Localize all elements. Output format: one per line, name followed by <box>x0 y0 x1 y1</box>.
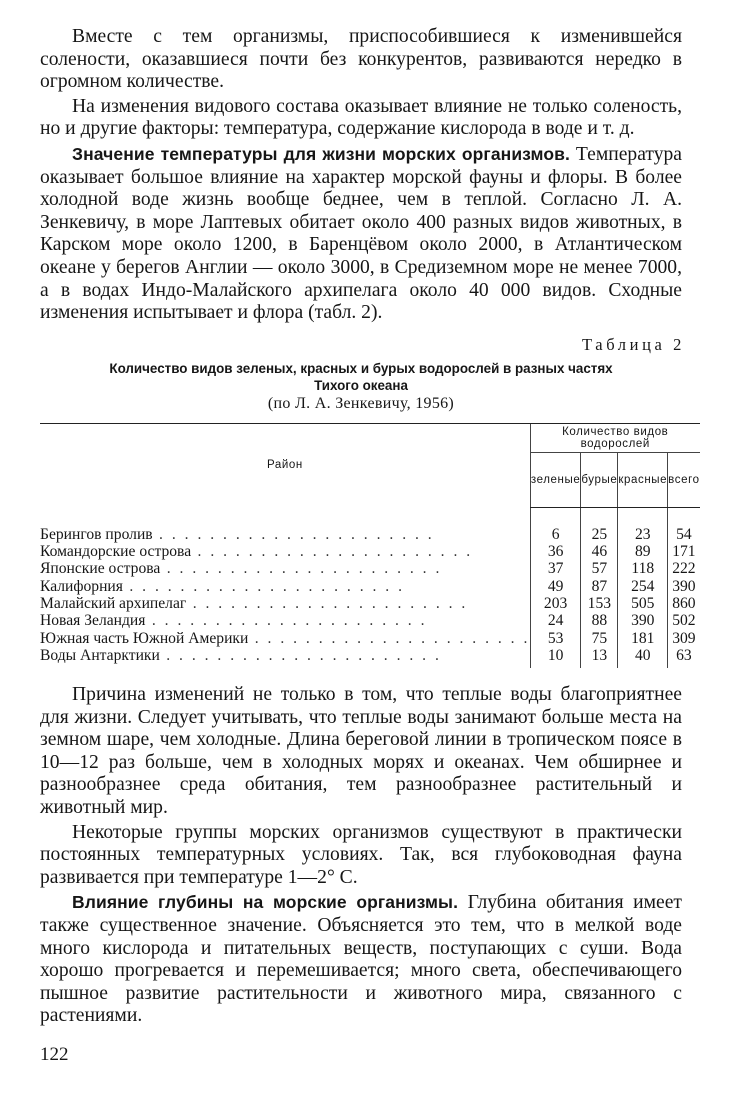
region-name: Воды Антарктики <box>40 646 160 664</box>
table-body <box>40 507 700 668</box>
region-cell <box>40 647 530 668</box>
value-cell: 390 <box>668 578 700 595</box>
region-name: Японские острова <box>40 560 161 578</box>
table-row <box>40 543 700 560</box>
value-cell: 171 <box>668 543 700 560</box>
value-cell: 87 <box>581 578 618 595</box>
value-cell: 54 <box>668 507 700 543</box>
value-cell: 24 <box>530 612 580 629</box>
region-name: Берингов пролив <box>40 525 153 543</box>
column-header: красные <box>618 452 668 507</box>
paragraph: Причина изменений не только в том, что теплые воды благоприятнее для жизни. Следует учитывать, что теплые воды занимают больше места на земном шаре, чем холодные. Длина береговой линии в тропическом поясе в 10—12 раз больше, чем в холодных морях и океанах. Чем обширнее и разнообразнее среда обитания, тем разнообразнее растительный и животный мир. <box>40 684 682 819</box>
region-cell <box>40 595 530 612</box>
leader-dots: . . . . . . . . . . . . . . . . . . . . . . <box>248 629 530 647</box>
paragraph: Некоторые группы морских организмов существуют в практически постоянных температурных условиях. Так, вся глубоководная фауна развивается при температуре 1—2° С. <box>40 821 682 888</box>
value-cell: 89 <box>618 543 668 560</box>
value-cell: 63 <box>668 647 700 668</box>
value-cell: 53 <box>530 630 580 647</box>
region-cell <box>40 612 530 629</box>
section-text-depth: Глубина обитания имеет также существенное значение. Объясняется это тем, что в мелкой воде много кислорода и питательных веществ, поступающих с суши. Вода хорошо прогревается и перемешивается; много света, обеспечивающего пышное развитие растительности и животного мира, связанного с растениями. <box>40 892 682 1027</box>
paragraph: На изменения видового состава оказывает влияние не только соленость, но и другие факторы: температура, содержание кислорода в воде и т. д. <box>40 95 682 140</box>
region-cell <box>40 630 530 647</box>
leader-dots: . . . . . . . . . . . . . . . . . . . . . . <box>186 595 468 613</box>
value-cell: 222 <box>668 560 700 577</box>
section-heading-depth: Влияние глубины на морские организмы. <box>72 892 459 913</box>
table-row <box>40 560 700 577</box>
value-cell: 6 <box>530 507 580 543</box>
column-header: зеленые <box>530 452 580 507</box>
leader-dots: . . . . . . . . . . . . . . . . . . . . . . <box>145 612 427 630</box>
region-cell <box>40 578 530 595</box>
table-row <box>40 612 700 629</box>
value-cell: 254 <box>618 578 668 595</box>
value-cell: 49 <box>530 578 580 595</box>
leader-dots: . . . . . . . . . . . . . . . . . . . . . . <box>160 560 442 578</box>
leader-dots: . . . . . . . . . . . . . . . . . . . . . . <box>152 525 435 543</box>
value-cell: 203 <box>530 595 580 612</box>
value-cell: 36 <box>530 543 580 560</box>
value-cell: 153 <box>581 595 618 612</box>
value-cell: 57 <box>581 560 618 577</box>
value-cell: 181 <box>618 630 668 647</box>
value-cell: 40 <box>618 647 668 668</box>
value-cell: 10 <box>530 647 580 668</box>
table-title-line-2: Тихого океана <box>314 377 408 393</box>
value-cell: 23 <box>618 507 668 543</box>
region-name: Южная часть Южной Америки <box>40 629 249 647</box>
table-row <box>40 630 700 647</box>
page-body <box>40 26 700 1028</box>
table-row <box>40 595 700 612</box>
column-header: бурые <box>581 452 618 507</box>
value-cell: 390 <box>618 612 668 629</box>
column-header-region: Район <box>40 423 530 507</box>
leader-dots: . . . . . . . . . . . . . . . . . . . . . . <box>159 646 442 664</box>
value-cell: 860 <box>668 595 700 612</box>
paragraph: Вместе с тем организмы, приспособившиеся к изменившейся солености, оказавшиеся почти без конкурентов, развиваются нередко в огромном количестве. <box>40 26 682 93</box>
leader-dots: . . . . . . . . . . . . . . . . . . . . . . <box>191 543 473 561</box>
section-text-temperature: Температура оказывает большое влияние на характер морской фауны и флоры. В более холодной воде жизнь вообще беднее, чем в теплой. Согласно Л. А. Зенкевичу, в море Лаптевых обитает около 400 разных видов животных, в Карском море около 1200, в Баренцёвом около 2000, в Атлантическом океане у берегов Англии — около 3000, в Средиземном море не менее 7000, а в водах Индо-Малайского архипелага около 40 000 видов. Сходные изменения испытывает и флора (табл. 2). <box>40 143 683 324</box>
region-cell <box>40 543 530 560</box>
value-cell: 25 <box>581 507 618 543</box>
value-cell: 88 <box>581 612 618 629</box>
value-cell: 37 <box>530 560 580 577</box>
region-name: Малайский архипелаг <box>40 595 187 613</box>
table-title <box>40 360 682 394</box>
region-name: Новая Зеландия <box>40 612 146 630</box>
region-name: Командорские острова <box>40 543 192 561</box>
region-cell <box>40 507 530 543</box>
algae-table <box>40 423 700 668</box>
region-name: Калифорния <box>40 577 123 595</box>
column-group-header: Количество видов водорослей <box>530 423 699 452</box>
table-title-line-1: Количество видов зеленых, красных и бурых водорослей в разных частях <box>109 360 613 376</box>
value-cell: 502 <box>668 612 700 629</box>
page-number: 122 <box>40 1044 69 1065</box>
table-label: Таблица 2 <box>582 334 685 354</box>
table-row <box>40 578 700 595</box>
value-cell: 75 <box>581 630 618 647</box>
value-cell: 118 <box>618 560 668 577</box>
paragraph-temperature <box>40 143 682 325</box>
value-cell: 46 <box>581 543 618 560</box>
region-cell <box>40 560 530 577</box>
paragraph-depth <box>40 891 682 1028</box>
section-after-table <box>40 684 682 1028</box>
leader-dots: . . . . . . . . . . . . . . . . . . . . . . <box>122 577 405 595</box>
table-row <box>40 507 700 543</box>
value-cell: 309 <box>668 630 700 647</box>
value-cell: 505 <box>618 595 668 612</box>
column-header: всего <box>668 452 700 507</box>
value-cell: 13 <box>581 647 618 668</box>
table-source: (по Л. А. Зенкевичу, 1956) <box>267 394 455 412</box>
section-heading-temperature: Значение температуры для жизни морских организмов. <box>72 143 570 164</box>
table-row <box>40 647 700 668</box>
